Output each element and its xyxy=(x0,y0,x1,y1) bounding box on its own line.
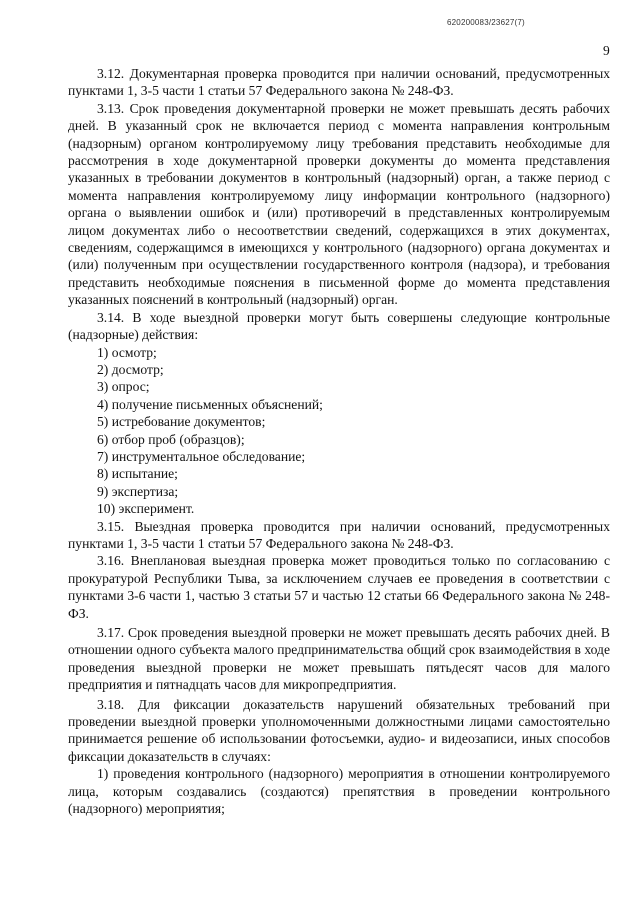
paragraph-3-12: 3.12. Документарная проверка проводится при наличии оснований, предусмотренных пунктами 1, 3-5 части 1 статьи 57 Федерального закона № 248-ФЗ. xyxy=(68,66,610,99)
paragraph-3-15: 3.15. Выездная проверка проводится при наличии оснований, предусмотренных пунктами 1, 3-5 части 1 статьи 57 Федерального закона № 248-ФЗ. xyxy=(68,518,610,551)
control-actions-list xyxy=(68,344,610,518)
page-number: 9 xyxy=(603,43,610,58)
list-item: 10) эксперимент. xyxy=(97,501,195,517)
paragraph-3-17: 3.17. Срок проведения выездной проверки не может превышать десять рабочих дней. В отношении одного субъекта малого предпринимательства общий срок взаимодействия в ходе проведения выездной проверки не может превышать пятьдесят часов для малого предприятия и пятнадцать часов для микропредприятия. xyxy=(68,625,610,693)
paragraph-3-16: 3.16. Внеплановая выездная проверка может проводиться только по согласованию с прокуратурой Республики Тыва, за исключением случаев ее проведения в соответствии с пунктами 3-6 части 1, частью 3 статьи 57 и частью 12 статьи 66 Федерального закона № 248-ФЗ. xyxy=(68,553,610,621)
paragraph-3-13: 3.13. Срок проведения документарной проверки не может превышать десять рабочих дней. В указанный срок не включается период с момента направления контрольным (надзорным) органом контролируемому лицу требования представить необходимые для рассмотрения в ходе документарной проверки документы до момента представления указанных в требовании документов в контрольный (надзорный) орган, а также период с момента направления контролируемому лицу информации контрольного (надзорного) органа о выявлении ошибок и (или) противоречий в представленных контролируемым лицом документах либо о несоответствии сведений, содержащихся в этих документах, сведениям, содержащимся в имеющихся у контрольного (надзорного) органа документах и (или) полученным при осуществлении государственного контроля (надзора), и требования представить необходимые пояснения в письменной форме до момента представления указанных пояснений в контрольный (надзорный) орган. xyxy=(68,100,610,308)
list-item: 1) осмотр; xyxy=(97,344,157,360)
list-item: 7) инструментальное обследование; xyxy=(97,448,306,464)
paragraph-3-14: 3.14. В ходе выездной проверки могут быть совершены следующие контрольные (надзорные) действия: xyxy=(68,309,610,343)
list-item: 5) истребование документов; xyxy=(97,414,266,430)
list-item: 3) опрос; xyxy=(97,379,150,395)
paragraph-3-18: 3.18. Для фиксации доказательств нарушений обязательных требований при проведении выездной проверки уполномоченными должностными лицами самостоятельно принимается решение об использовании фотосъемки, аудио- и видеозаписи, иных способов фиксации доказательств в случаях: xyxy=(68,696,610,764)
list-item: 2) досмотр; xyxy=(97,361,164,377)
list-item: 9) экспертиза; xyxy=(97,483,179,499)
document-body xyxy=(68,65,610,817)
list-item: 8) испытание; xyxy=(97,466,178,482)
list-item: 6) отбор проб (образцов); xyxy=(97,431,245,447)
paragraph-3-18-item-1: 1) проведения контрольного (надзорного) мероприятия в отношении контролируемого лица, которым создавались (создаются) препятствия в проведении контрольного (надзорного) мероприятия; xyxy=(68,766,610,817)
list-item: 4) получение письменных объяснений; xyxy=(97,396,323,412)
document-code: 620200083/23627(7) xyxy=(447,18,525,27)
